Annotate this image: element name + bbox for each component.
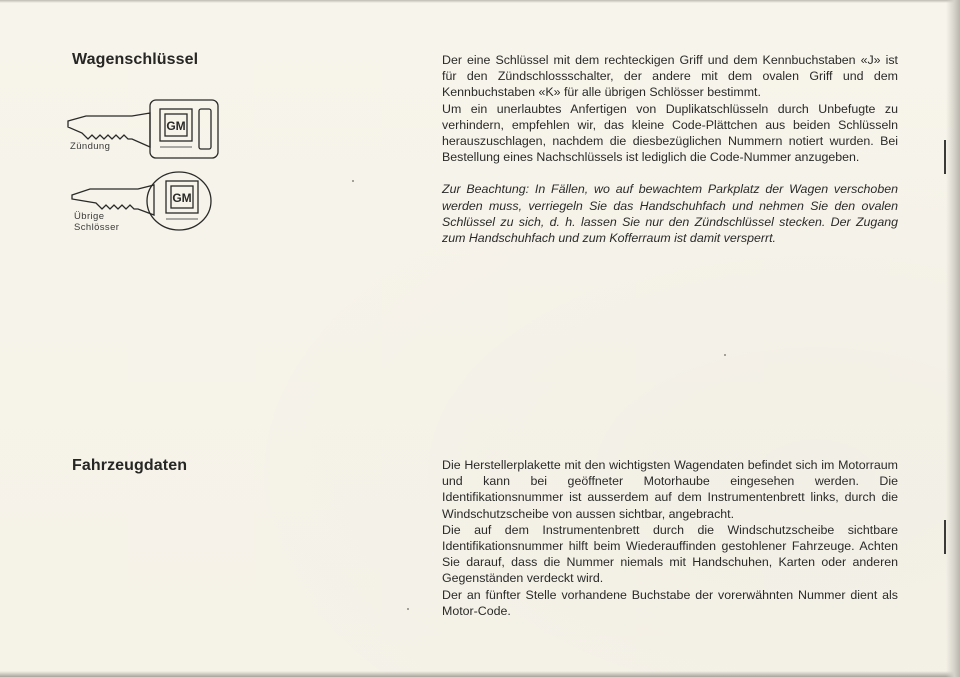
keys-paragraph-2: Um ein unerlaubtes Anfertigen von Duplikatschlüsseln durch Unbefugte zu verhindern, empfehlen wir, das kleine Code-Plättchen aus beiden Schlüsseln herauszuschlagen, nachdem die diesbezüglichen Nummern notiert wurden. Bei Bestellung eines Nachschlüssels ist lediglich die Code-Nummer anzugeben. (442, 101, 898, 165)
heading-wagenschluessel: Wagenschlüssel (72, 51, 199, 68)
label-uebrige: Übrige (74, 211, 105, 222)
vehicle-paragraph-3: Der an fünfter Stelle vorhandene Buchstabe der vorerwähnten Nummer dient als Motor-Code. (442, 587, 898, 618)
keys-text-block (442, 52, 898, 246)
page-top-edge (0, 0, 960, 3)
keys-note: Zur Beachtung: In Fällen, wo auf bewachtem Parkplatz der Wagen verschoben werden muss, verriegeln Sie das Handschuhfach und nehmen Sie den ovalen Schlüssel zu sich, d. h. lassen Sie nur den Zündschlüssel stecken. Der Zugang zum Handschuhfach und zum Kofferraum ist damit versperrt. (442, 182, 898, 246)
keys-paragraph-1: Der eine Schlüssel mit dem rechteckigen Griff und dem Kennbuchstaben «J» ist für den Zündschlossschalter, der andere mit dem ovalen Griff und dem Kennbuchstaben «K» für alle übrigen Schlösser bestimmt. (442, 53, 898, 100)
label-zuendung: Zündung (70, 141, 111, 152)
ignition-key-logo: GM (166, 119, 186, 133)
paper-speck (724, 354, 726, 356)
paper-speck (407, 608, 409, 610)
page-bottom-edge (0, 671, 960, 677)
paper-speck (352, 180, 354, 182)
other-key-logo: GM (172, 191, 192, 205)
page-right-edge (946, 0, 960, 677)
vehicle-text-block (442, 457, 898, 619)
vehicle-paragraph-1: Die Herstellerplakette mit den wichtigsten Wagendaten befindet sich im Motorraum und kann bei geöffneter Motorhaube eingesehen werden. Die Identifikationsnummer ist ausserdem auf dem Instrumentenbrett links, durch die Windschutzscheibe von aussen sichtbar, angebracht. (442, 458, 898, 521)
binding-mark-lower (944, 520, 946, 554)
label-schloesser: Schlösser (74, 222, 120, 233)
heading-fahrzeugdaten: Fahrzeugdaten (72, 457, 188, 474)
binding-mark-upper (944, 140, 946, 174)
keys-illustration (62, 95, 232, 235)
vehicle-paragraph-2: Die auf dem Instrumentenbrett durch die Windschutzscheibe sichtbare Identifikationsnummer hilft beim Wiederauffinden gestohlener Fahrzeuge. Achten Sie darauf, dass die Nummer niemals mit Handschuhen, Karten oder anderen Gegenständen verdeckt wird. (442, 522, 898, 586)
